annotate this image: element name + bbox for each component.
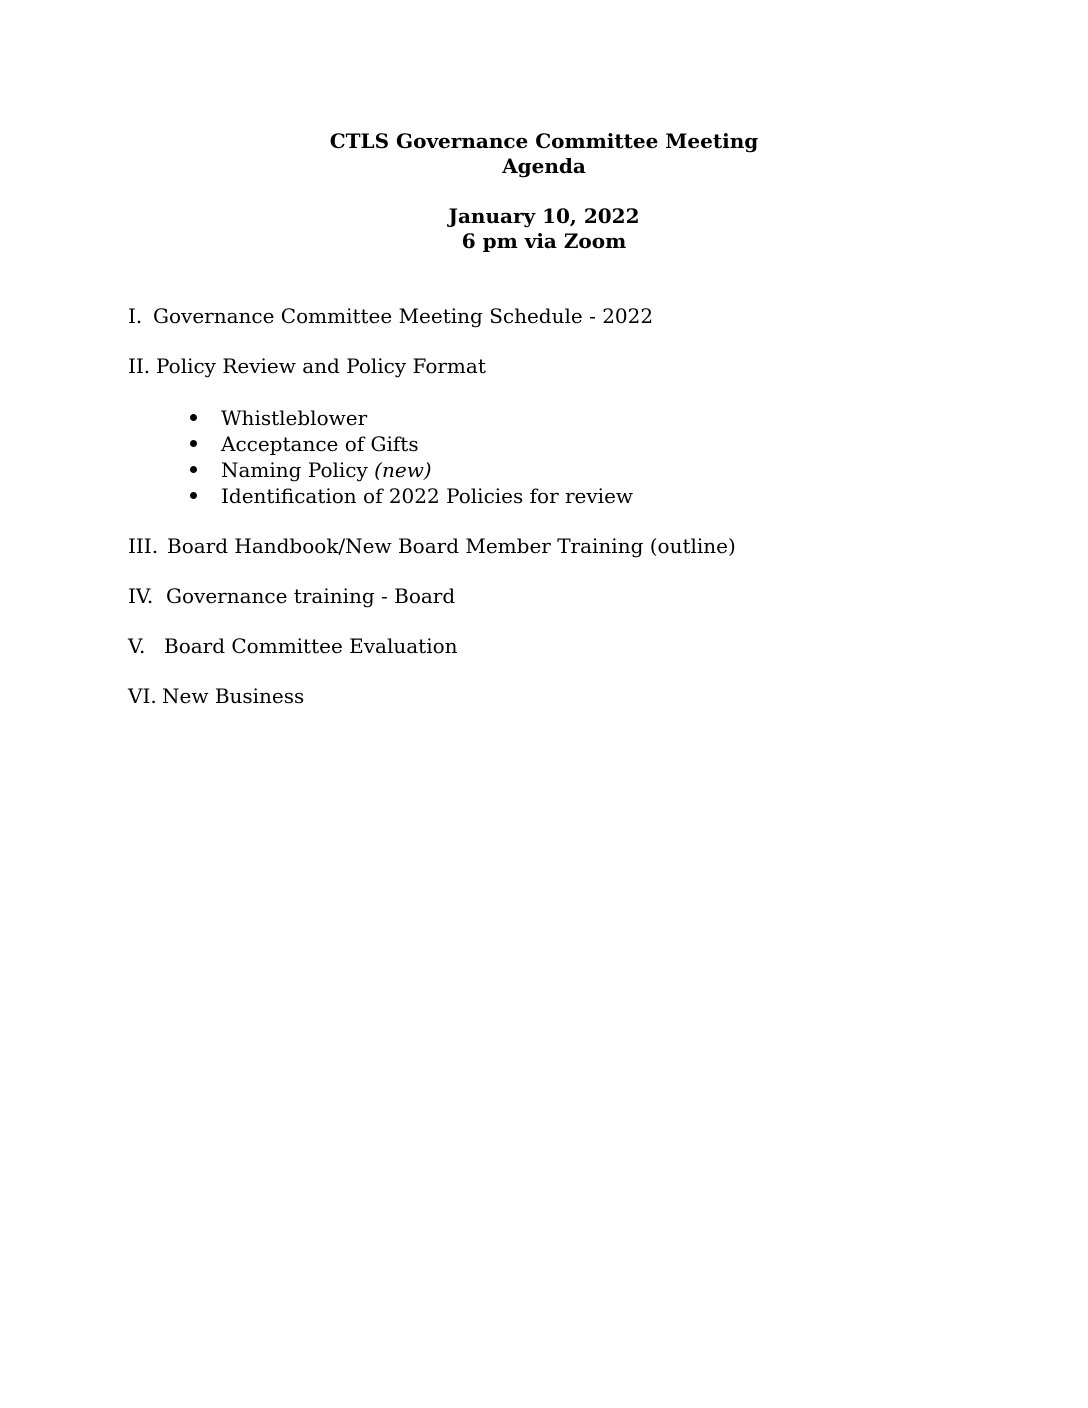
meeting-datetime <box>0 204 1088 254</box>
agenda-item-2 <box>128 353 486 379</box>
agenda-text: Board Committee Evaluation <box>164 634 458 658</box>
meeting-date: January 10, 2022 <box>448 204 640 228</box>
agenda-text: Board Handbook/New Board Member Training (outline) <box>167 534 736 558</box>
meeting-header <box>0 129 1088 179</box>
agenda-item-6 <box>128 683 304 709</box>
policy-review-list <box>190 405 633 509</box>
meeting-title: CTLS Governance Committee Meeting <box>329 129 759 153</box>
agenda-item-3 <box>128 533 736 559</box>
agenda-text: Governance Committee Meeting Schedule - 2022 <box>153 304 654 328</box>
agenda-numeral: I. <box>128 304 143 328</box>
agenda-numeral: V. <box>128 634 146 658</box>
list-item-text: Identification of 2022 Policies for review <box>221 484 634 508</box>
agenda-item-4 <box>128 583 455 609</box>
meeting-time-location: 6 pm via Zoom <box>461 229 627 253</box>
list-item <box>190 431 633 457</box>
agenda-item-5 <box>128 633 458 659</box>
list-item <box>190 483 633 509</box>
agenda-heading: Agenda <box>502 154 586 178</box>
list-item <box>190 405 633 431</box>
agenda-numeral: VI. <box>128 684 157 708</box>
list-item-note: (new) <box>374 458 432 482</box>
bullet-icon <box>190 466 197 473</box>
agenda-text: New Business <box>162 684 305 708</box>
agenda-item-1 <box>128 303 653 329</box>
agenda-text: Governance training - Board <box>166 584 456 608</box>
bullet-icon <box>190 492 197 499</box>
agenda-numeral: IV. <box>128 584 154 608</box>
bullet-icon <box>190 414 197 421</box>
list-item <box>190 457 633 483</box>
list-item-text: Naming Policy <box>221 458 375 482</box>
agenda-numeral: II. <box>128 354 151 378</box>
list-item-text: Acceptance of Gifts <box>221 432 419 456</box>
bullet-icon <box>190 440 197 447</box>
agenda-text: Policy Review and Policy Format <box>156 354 486 378</box>
list-item-text: Whistleblower <box>221 406 368 430</box>
agenda-numeral: III. <box>128 534 159 558</box>
